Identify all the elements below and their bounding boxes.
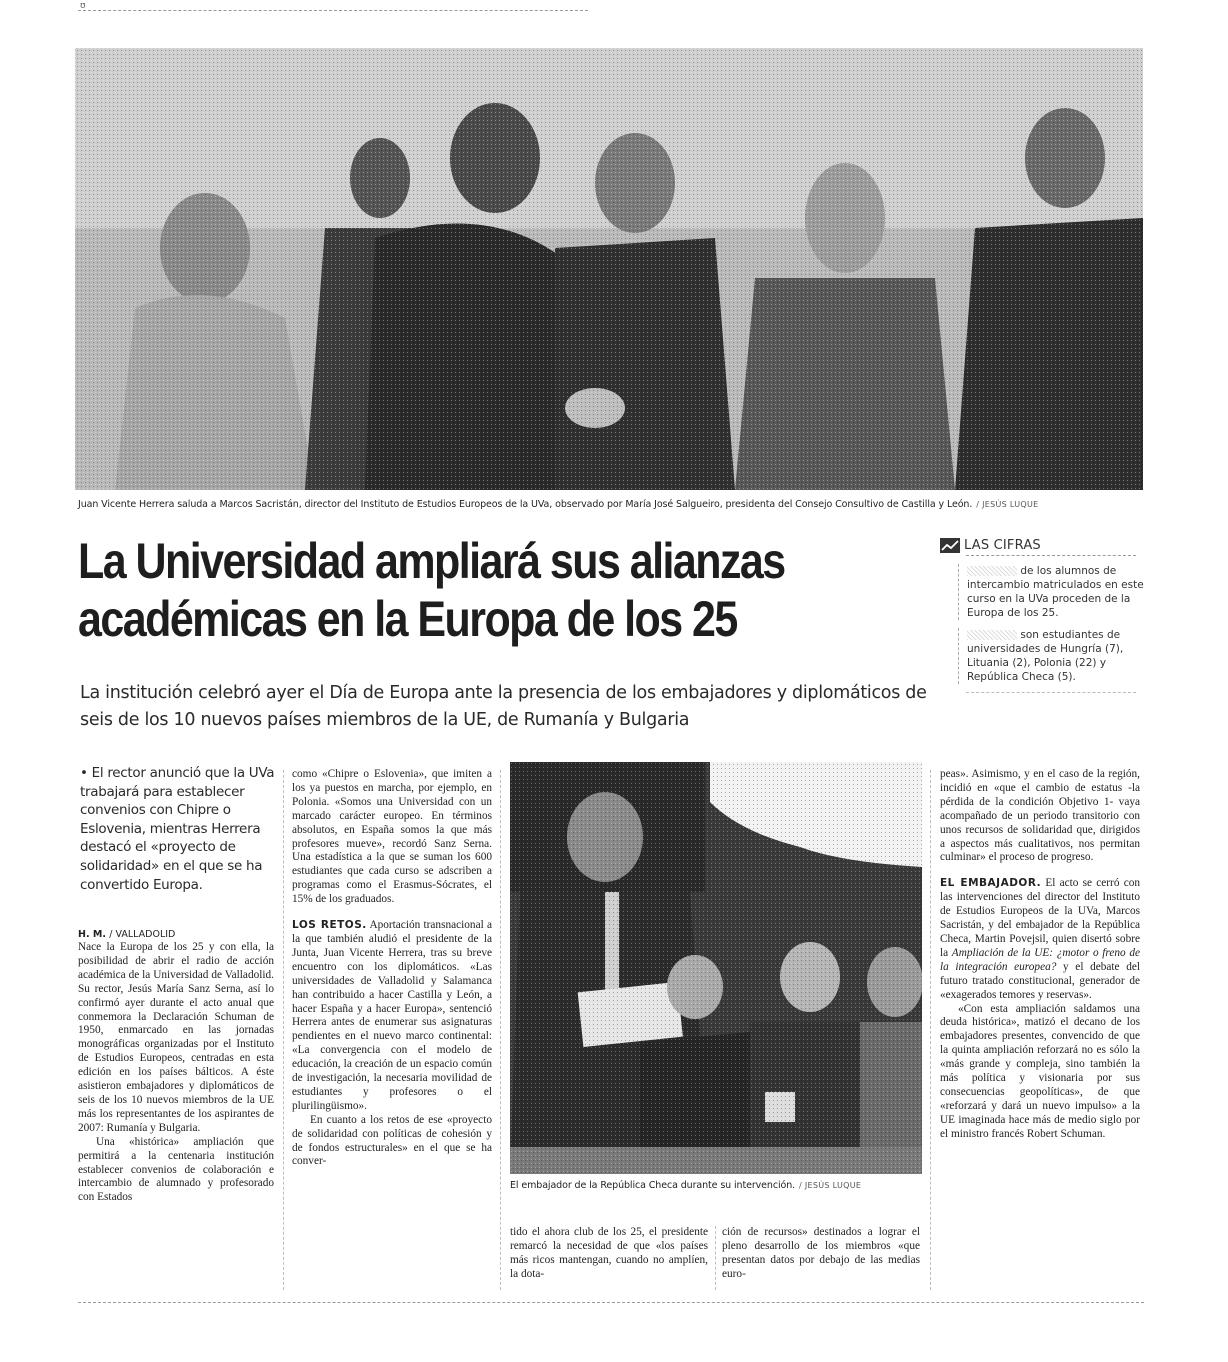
section-marker: ʊ bbox=[80, 1, 86, 11]
column-divider-2 bbox=[500, 770, 501, 1290]
chart-trend-icon bbox=[940, 538, 960, 553]
headline-line-1: La Universidad ampliará sus alianzas bbox=[78, 533, 785, 589]
col3-paragraph-1: tido el ahora club de los 25, el presidente remarcó la necesidad de que «los países más ricos mantengan, cuando no amplíen, la dota- bbox=[510, 1226, 708, 1280]
col2-paragraph-3: En cuanto a los retos de ese «proyecto de solidaridad con políticas de cohesión y de fondos estructurales» en el que se ha conver- bbox=[292, 1113, 492, 1168]
col2-paragraph-2-text: Aportación transnacional a la que también aludió el presidente de la Junta, Juan Vicente Herrera, tras su breve encuentro con los diplomáticos. «Las universidades de Valladolid y Salamanca han contribuido a hacer Castilla y León, a hacer España y a hacer Europa», sentenció Herrera antes de enumerar sus asignaturas pendientes en el nuevo marco continental: «La convergencia con el modelo de educación, la creación de un espacio común de investigación, la necesaria movilidad de estudiantes y profesores o el plurilingüismo». bbox=[292, 919, 493, 1112]
figures-sidebar-header bbox=[940, 538, 1150, 553]
figures-sidebar-title: LAS CIFRAS bbox=[964, 538, 1041, 553]
ambassador-photo-image bbox=[510, 762, 922, 1174]
figures-fact-2-number bbox=[967, 630, 1017, 640]
col5-paragraph-3: «Con esta ampliación saldamos una deuda histórica», matizó el decano de los embajadores presentes, convencido de que la quinta ampliación reforzará no es sólo la «más grande y compleja, sino también la más política y visionaria por sus consecuencias geopolíticas», de que «reforzará y dará un nuevo impulso» a la UE imaginada hace más de medio siglo por el ministro francés Robert Schuman. bbox=[940, 1002, 1140, 1140]
article-column-1 bbox=[78, 928, 274, 1205]
top-photo-credit: / JESÚS LUQUE bbox=[976, 500, 1039, 509]
figures-fact-2 bbox=[958, 628, 1150, 684]
col5-lead-in: EL EMBAJADOR. bbox=[940, 877, 1042, 890]
col1-paragraph-2: Una «histórica» ampliación que permitirá a la centenaria institución establecer convenios de colaboración e intercambio de alumnado y profesorado con Estados bbox=[78, 1135, 274, 1204]
top-photo-caption-text: Juan Vicente Herrera saluda a Marcos Sacristán, director del Instituto de Estudios Europeos de la UVa, observado por María José Salgueiro, presidenta del Consejo Consultivo de Castilla y León. bbox=[78, 499, 973, 510]
top-photo-image bbox=[75, 48, 1143, 490]
subheadline: La institución celebró ayer el Día de Europa ante la presencia de los embajadores y diplomáticos de seis de los 10 nuevos países miembros de la UE, de Rumanía y Bulgaria bbox=[80, 683, 927, 730]
top-photo-caption bbox=[78, 499, 1039, 510]
col2-paragraph-2 bbox=[292, 919, 492, 1114]
col2-lead-in: LOS RETOS. bbox=[292, 919, 367, 932]
article-summary: • El rector anunció que la UVa trabajará para establecer convenios con Chipre o Eslovenia, mientras Herrera destacó el «proyecto de solidaridad» en el que se ha convertido Europa. bbox=[80, 765, 275, 893]
article-column-3 bbox=[510, 1226, 708, 1282]
column-divider-4 bbox=[930, 770, 931, 1290]
figures-fact-1 bbox=[958, 564, 1150, 620]
col5-paragraph-2a: El acto se cerró con las intervenciones del director del Instituto de Estudios Europeos de la UVa, Marcos Sacristán, y del embajador de la República Checa, Martin Povejsil, quien disertó sobre la bbox=[940, 877, 1141, 959]
top-photo bbox=[75, 48, 1143, 490]
figures-sidebar bbox=[940, 538, 1150, 693]
article-column-5 bbox=[940, 768, 1140, 1142]
ambassador-photo-credit: / JESÚS LUQUE bbox=[799, 1181, 862, 1190]
ambassador-photo-caption bbox=[510, 1180, 861, 1191]
figures-fact-1-number bbox=[967, 566, 1017, 576]
byline-author: H. M. bbox=[78, 929, 106, 940]
figures-bottom-rule bbox=[966, 692, 1136, 693]
col4-paragraph-1: ción de recursos» destinados a lograr el pleno desarrollo de los miembros «que presentan datos por debajo de las medias euro- bbox=[722, 1226, 920, 1280]
figures-header-rule bbox=[966, 555, 1136, 556]
article-column-4 bbox=[722, 1226, 920, 1282]
byline bbox=[78, 928, 274, 941]
article-column-2 bbox=[292, 768, 492, 1169]
ambassador-photo bbox=[510, 762, 922, 1174]
col5-paragraph-2-title: Ampliación de la UE: ¿motor o freno de la integración europea? bbox=[940, 946, 1140, 973]
column-divider-3 bbox=[715, 1226, 716, 1290]
byline-place: / VALLADOLID bbox=[109, 929, 176, 940]
column-divider-1 bbox=[283, 770, 284, 1290]
col2-paragraph-1: como «Chipre o Eslovenia», que imiten a los ya puestos en marcha, por ejemplo, en Polonia. «Somos una Universidad con un marcado carácter europeo. En términos absolutos, en España somos la que más profesores mueve», recordó Sanz Serna. Una estadística a la que se suman los 600 estudiantes que cada curso se adscriben a programas como el Erasmus-Sócrates, el 15% de los graduados. bbox=[292, 768, 492, 906]
col5-paragraph-2b: y el debate del futuro tratado constitucional, generador de «exagerados temores y reservas». bbox=[940, 960, 1141, 1001]
headline-line-2: académicas en la Europa de los 25 bbox=[78, 591, 737, 647]
headline bbox=[78, 532, 818, 648]
bottom-divider bbox=[78, 1302, 1144, 1303]
col5-paragraph-1: peas». Asimismo, y en el caso de la región, incidió en «que el cambio de estatus -la pérdida de la condición Objetivo 1- vaya acompañado de un periodo transitorio con unos recursos de solidaridad que, dirigidos a aspectos más cualitativos, nos permitan culminar» el proceso de progreso. bbox=[940, 768, 1140, 864]
figures-fact-2-text: son estudiantes de universidades de Hungría (7), Lituania (2), Polonia (22) y República Checa (5). bbox=[967, 629, 1124, 683]
col5-paragraph-2 bbox=[940, 877, 1140, 1002]
ambassador-photo-caption-text: El embajador de la República Checa durante su intervención. bbox=[510, 1180, 796, 1191]
col1-paragraph-1: Nace la Europa de los 25 y con ella, la posibilidad de abrir el radio de acción académica de la Universidad de Valladolid. Su rector, Jesús María Sanz Serna, así lo confirmó ayer durante el acto anual que conmemora la Declaración Schuman de 1950, enmarcado en las jornadas monográficas organizadas por el Instituto de Estudios Europeos, centradas en esta edición en los países bálticos. A éste asistieron embajadores y diplomáticos de seis de los 10 nuevos miembros de la UE más los representantes de los aspirantes de 2007: Rumanía y Bulgaria. bbox=[78, 941, 274, 1134]
top-divider bbox=[78, 10, 588, 11]
figures-fact-1-text: de los alumnos de intercambio matriculados en este curso en la UVa proceden de la Europa de los 25. bbox=[967, 565, 1144, 619]
